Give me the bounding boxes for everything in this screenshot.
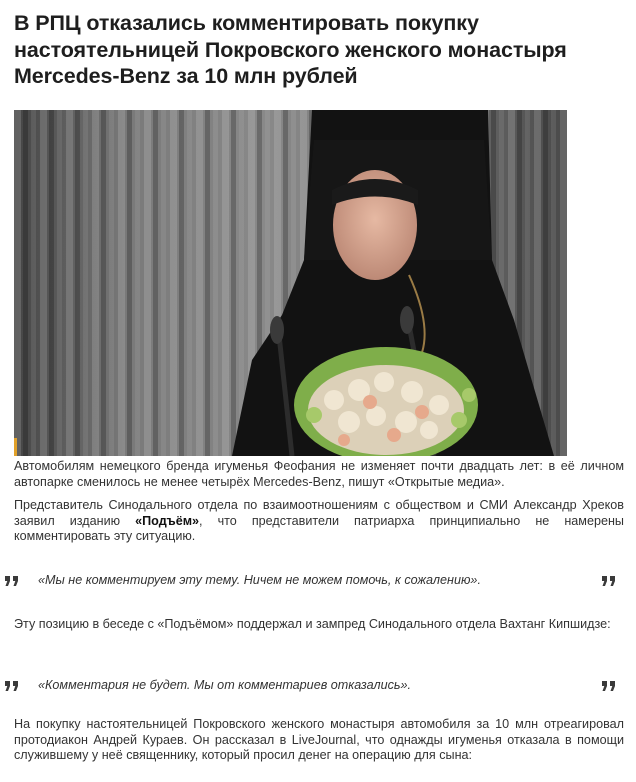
paragraph-2-text-a: Представитель Синодального отдела по взаимоотношениям с обществом и СМИ Александр Хреков заявил изданию bbox=[14, 498, 624, 528]
blockquote-2 bbox=[0, 677, 636, 703]
quote-open-icon bbox=[3, 677, 21, 695]
paragraph-3: Эту позицию в беседе с «Подъёмом» поддержал и зампред Синодального отдела Вахтанг Кипшидзе: bbox=[14, 617, 611, 631]
photo-caption-accent bbox=[14, 438, 17, 456]
paragraph-4: На покупку настоятельницей Покровского женского монастыря автомобиля за 10 млн отреагировал протодиакон Андрей Кураев. Он рассказал в LiveJournal, что однажды игуменья отказала в помощи служившему у неё священнику, который просил денег на операцию для сына: bbox=[14, 717, 624, 763]
quote-text-2: «Комментария не будет. Мы от комментариев отказались». bbox=[38, 678, 412, 692]
podyom-link[interactable]: «Подъём» bbox=[135, 513, 200, 528]
quote-open-icon bbox=[3, 572, 21, 590]
article-photo bbox=[14, 110, 567, 456]
article-title: В РПЦ отказались комментировать покупку настоятельницей Покровского женского монастыря Mercedes-Benz за 10 млн рублей bbox=[14, 11, 567, 88]
quote-close-icon bbox=[600, 572, 618, 590]
paragraph-2-text-b: , что представители патриарха принципиально не намерены комментировать эту ситуацию. bbox=[14, 513, 624, 544]
quote-text-1: «Мы не комментируем эту тему. Ничем не можем помочь, к сожалению». bbox=[38, 573, 481, 587]
paragraph-1: Автомобилям немецкого бренда игуменья Феофания не изменяет почти двадцать лет: в её личном автопарке сменилось не менее четырёх Mercedes-Benz, пишут «Открытые медиа». bbox=[14, 459, 624, 489]
quote-close-icon bbox=[600, 677, 618, 695]
blockquote-1 bbox=[0, 572, 636, 598]
paragraph-2 bbox=[14, 498, 624, 545]
